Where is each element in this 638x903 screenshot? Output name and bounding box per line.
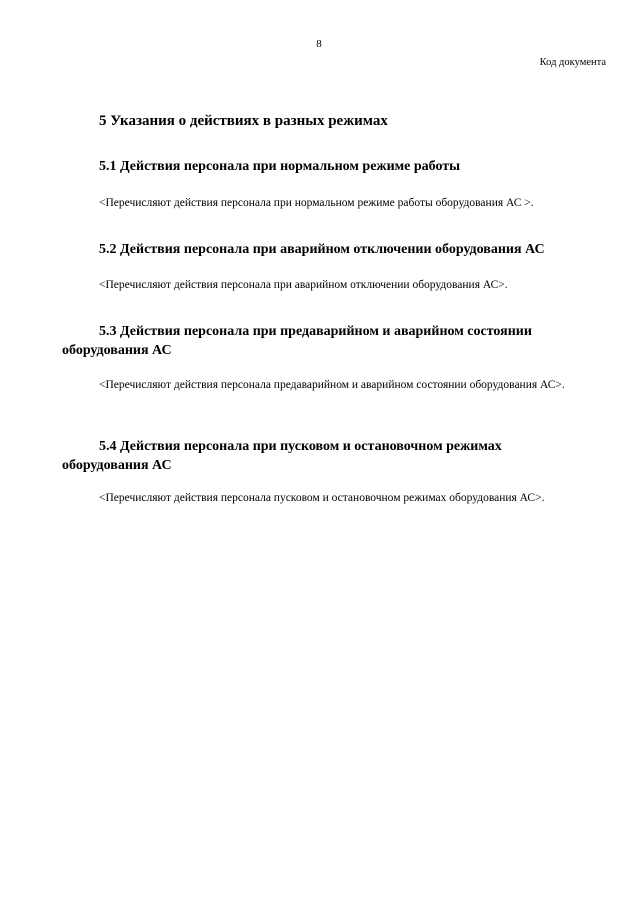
subsection-title-5-2: 5.2 Действия персонала при аварийном отключении оборудования АС: [99, 242, 545, 257]
subsection-title-5-3: 5.3 Действия персонала при предаварийном и аварийном состоянии оборудования АС: [62, 324, 532, 358]
page-number: 8: [316, 38, 322, 50]
subsection-text-5-1: <Перечисляют действия персонала при нормальном режиме работы оборудования АС >.: [99, 197, 534, 209]
section-title: 5 Указания о действиях в разных режимах: [99, 113, 388, 129]
subsection-title-5-4: 5.4 Действия персонала при пусковом и остановочном режимах оборудования АС: [62, 439, 502, 473]
subsection-text-5-2: <Перечисляют действия персонала при аварийном отключении оборудования АС>.: [99, 279, 508, 291]
subsection-title-5-1: 5.1 Действия персонала при нормальном режиме работы: [99, 159, 461, 174]
document-code: Код документа: [539, 57, 606, 68]
subsection-text-5-4: <Перечисляют действия персонала пусковом и остановочном режимах оборудования АС>.: [99, 492, 545, 504]
subsection-text-5-3: <Перечисляют действия персонала предаварийном и аварийном состоянии оборудования АС>.: [99, 379, 565, 391]
